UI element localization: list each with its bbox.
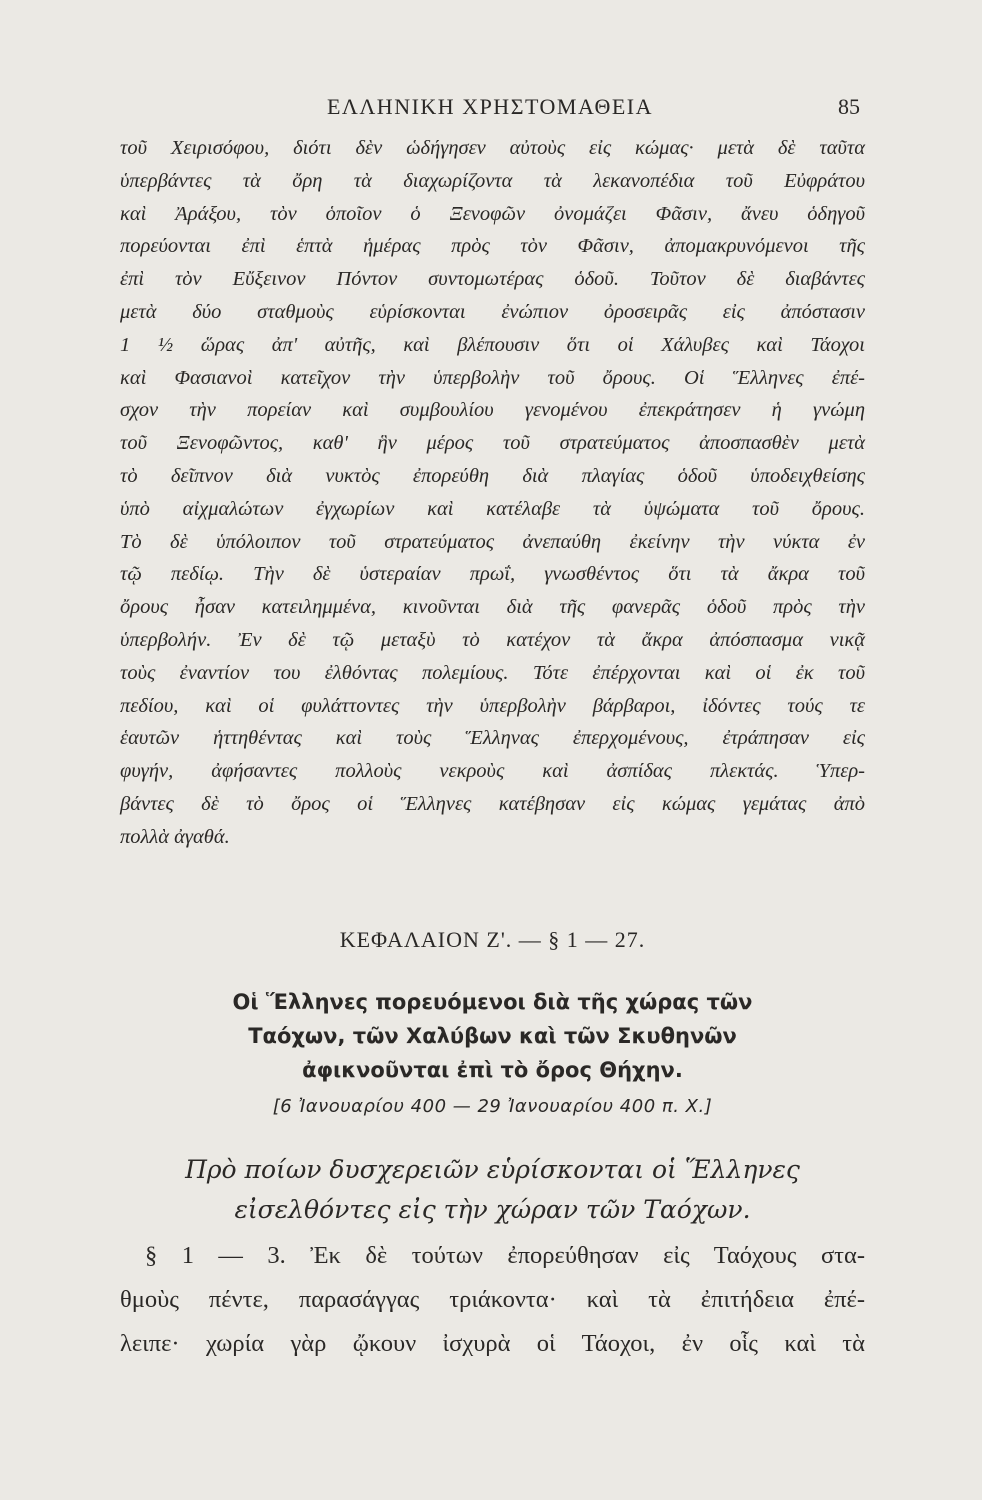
text-line: τοῦ Ξενοφῶντος, καθ' ἣν μέρος τοῦ στρατεύματος ἀποσπασθὲν μετὰ [120,432,865,455]
text-line: ὑπερβάντες τὰ ὄρη τὰ διαχωρίζοντα τὰ λεκανοπέδια τοῦ Εὐφράτου [120,169,865,192]
text-line: τοῦ Χειρισόφου, διότι δὲν ὡδήγησεν αὐτοὺς εἰς κώμας· μετὰ δὲ ταῦτα [120,137,865,159]
date-note: [6 Ἰανουαρίου 400 — 29 Ἰανουαρίου 400 π. Χ.] [272,1096,713,1117]
text-line: Τὸ δὲ ὑπόλοιπον τοῦ στρατεύματος ἀνεπαύθη ἐκείνην τὴν νύκτα ἐν [120,530,865,553]
text-line: βάντες δὲ τὸ ὄρος οἱ Ἕλληνες κατέβησαν εἰς κώμας γεμάτας ἀπὸ [120,792,865,815]
chapter-heading: ΚΕΦΑΛΑΙΟΝ Ζ'. — § 1 — 27. [339,927,646,952]
text-line: τοὺς ἐναντίον του ἐλθόντας πολεμίους. Τότε ἐπέρχονται καὶ οἱ ἐκ τοῦ [120,661,865,684]
summary-line: ἀφικνοῦνται ἐπὶ τὸ ὄρος Θήχην. [302,1058,683,1082]
source-line: § 1 — 3. Ἐκ δὲ τούτων ἐπορεύθησαν εἰς Ταόχους στα- [145,1242,865,1269]
text-line: φυγήν, ἀφήσαντες πολλοὺς νεκροὺς καὶ ἀσπίδας πλεκτάς. Ὑπερ- [120,760,865,783]
question-line: εἰσελθόντες εἰς τὴν χώραν τῶν Ταόχων. [234,1195,751,1224]
text-line: πολλὰ ἀγαθά. [120,825,230,848]
text-line: ὑπὸ αἰχμαλώτων ἐγχωρίων καὶ κατέλαβε τὰ ὑψώματα τοῦ ὄρους. [120,497,865,520]
text-line: ὄρους ἦσαν κατειλημμένα, κινοῦνται διὰ τῆς φανερᾶς ὁδοῦ πρὸς τὴν [120,596,865,619]
text-line: καὶ Φασιανοὶ κατεῖχον τὴν ὑπερβολὴν τοῦ ὄρους. Οἱ Ἕλληνες ἐπέ- [120,366,865,389]
greek-source-paragraph [120,1234,865,1366]
running-head [120,92,860,122]
text-line: πορεύονται ἐπὶ ἑπτὰ ἡμέρας πρὸς τὸν Φᾶσιν, ἀπομακρυνόμενοι τῆς [120,235,865,258]
summary-line: Οἱ Ἕλληνες πορευόμενοι διὰ τῆς χώρας τῶν [232,990,753,1014]
text-line: σχον τὴν πορείαν καὶ συμβουλίου γενομένου ἐπεκράτησεν ἡ γνώμη [120,399,865,422]
page-number: 85 [838,94,860,119]
text-line: 1 ½ ὥρας ἀπ' αὐτῆς, καὶ βλέπουσιν ὅτι οἱ Χάλυβες καὶ Τάοχοι [120,333,865,356]
source-line: θμοὺς πέντε, παρασάγγας τριάκοντα· καὶ τὰ ἐπιτήδεια ἐπέ- [120,1286,865,1313]
text-line: μετὰ δύο σταθμοὺς εὑρίσκονται ἐνώπιον ὀροσειρᾶς εἰς ἀπόστασιν [120,300,865,323]
text-line: ἑαυτῶν ἡττηθέντας καὶ τοὺς Ἕλληνας ἐπερχομένους, ἐτράπησαν εἰς [120,727,865,750]
summary-line: Ταόχων, τῶν Χαλύβων καὶ τῶν Σκυθηνῶν [248,1024,737,1048]
running-title: ΕΛΛΗΝΙΚΗ ΧΡΗΣΤΟΜΑΘΕΙΑ [326,94,654,119]
narrative-text [120,132,865,854]
source-line: λειπε· χωρία γὰρ ᾤκουν ἰσχυρὰ οἱ Τάοχοι, ἐν οἷς καὶ τὰ [120,1330,865,1357]
text-line: ὑπερβολήν. Ἐν δὲ τῷ μεταξὺ τὸ κατέχον τὰ ἄκρα ἀπόσπασμα νικᾷ [120,628,865,651]
question-line: Πρὸ ποίων δυσχερειῶν εὑρίσκονται οἱ Ἕλληνες [185,1155,800,1184]
text-line: τῷ πεδίῳ. Τὴν δὲ ὑστεραίαν πρωΐ, γνωσθέντος ὅτι τὰ ἄκρα τοῦ [120,563,865,586]
text-line: ἐπὶ τὸν Εὔξεινον Πόντον συντομωτέρας ὁδοῦ. Τοῦτον δὲ διαβάντες [120,268,865,291]
chapter-summary [130,985,855,1087]
section-question [120,1150,865,1230]
text-line: καὶ Ἀράξου, τὸν ὁποῖον ὁ Ξενοφῶν ὀνομάζει Φᾶσιν, ἄνευ ὁδηγοῦ [120,202,865,225]
text-line: τὸ δεῖπνον διὰ νυκτὸς ἐπορεύθη διὰ πλαγίας ὁδοῦ ὑποδειχθείσης [120,464,865,487]
text-line: πεδίου, καὶ οἱ φυλάττοντες τὴν ὑπερβολὴν βάρβαροι, ἰδόντες τούς τε [120,694,865,717]
